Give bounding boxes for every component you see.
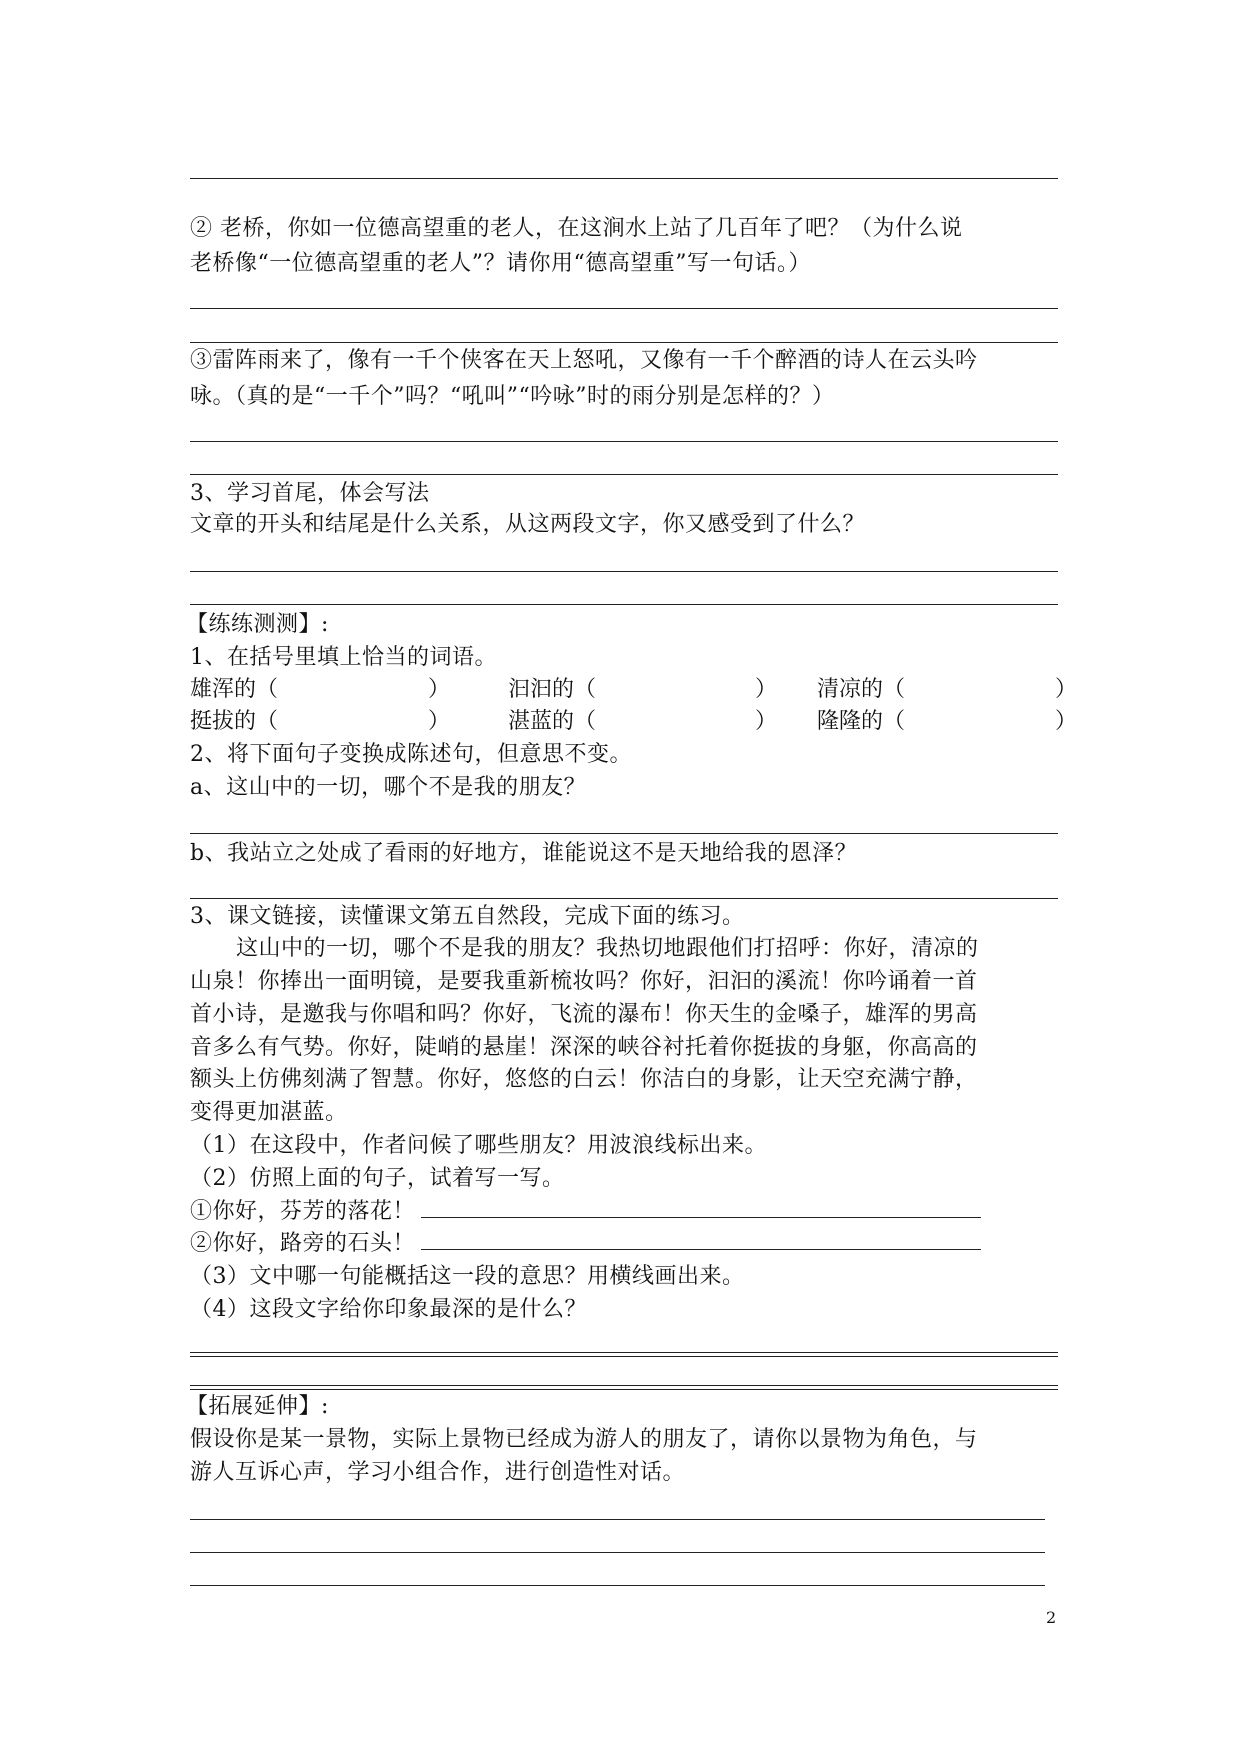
word-blank-2-1: 挺拔的（ (190, 709, 279, 734)
fill-blank (421, 1231, 981, 1250)
extension-heading: 【拓展延伸】: (186, 1394, 329, 1419)
word-blank-2-2: 湛蓝的（ (508, 709, 597, 734)
answer-line (190, 1585, 1045, 1586)
question-2-2-line1: ② 老桥，你如一位德高望重的老人，在这涧水上站了几百年了吧？（为什么说 (190, 216, 963, 241)
passage-line-1: 这山中的一切，哪个不是我的朋友？我热切地跟他们打招呼：你好，清凉的 (236, 936, 979, 961)
question-2-3-line1: ③雷阵雨来了，像有一千个侠客在天上怒吼，又像有一千个醉酒的诗人在云头吟 (190, 348, 978, 373)
answer-line (190, 178, 1058, 179)
answer-line (190, 308, 1058, 309)
answer-line (190, 1385, 1058, 1390)
passage-line-5: 额头上仿佛刻满了智慧。你好，悠悠的白云！你洁白的身影，让天空充满宁静， (190, 1067, 978, 1092)
answer-line (190, 604, 1058, 605)
practice-item-3: 3、课文链接，读懂课文第五自然段，完成下面的练习。 (190, 904, 745, 929)
extension-line-1: 假设你是某一景物，实际上景物已经成为游人的朋友了，请你以景物为角色，与 (190, 1427, 978, 1452)
passage-line-3: 首小诗，是邀我与你唱和吗？你好，飞流的瀑布！你天生的金嗓子，雄浑的男高 (190, 1002, 978, 1027)
practice-heading: 【练练测测】: (186, 612, 329, 637)
close-paren: ） (428, 709, 451, 734)
page-number: 2 (1046, 1608, 1057, 1627)
answer-line (190, 342, 1058, 343)
answer-line (190, 441, 1058, 442)
close-paren: ） (755, 677, 778, 702)
practice-item-1: 1、在括号里填上恰当的词语。 (190, 645, 497, 670)
sub-question-2b: ②你好，路旁的石头！ (190, 1231, 981, 1257)
answer-line (190, 474, 1058, 475)
close-paren: ） (428, 677, 451, 702)
word-blank-2-3: 隆隆的（ (817, 709, 906, 734)
answer-line (190, 1552, 1045, 1553)
passage-line-2: 山泉！你捧出一面明镜，是要我重新梳妆吗？你好，汩汩的溪流！你吟诵着一首 (190, 969, 978, 994)
question-2-3-line2: 咏。（真的是“一千个”吗？“吼叫”“吟咏”时的雨分别是怎样的？） (190, 384, 835, 409)
close-paren: ） (755, 709, 778, 734)
question-2-2-line2: 老桥像“一位德高望重的老人”？请你用“德高望重”写一句话。） (190, 251, 811, 276)
answer-line (190, 833, 1058, 834)
close-paren: ） (1055, 709, 1078, 734)
passage-line-4: 音多么有气势。你好，陡峭的悬崖！深深的峡谷衬托着你挺拔的身躯，你高高的 (190, 1035, 978, 1060)
sub-question-3: （3）文中哪一句能概括这一段的意思？用横线画出来。 (190, 1264, 745, 1289)
passage-line-6: 变得更加湛蓝。 (190, 1100, 348, 1125)
practice-item-2b: b、我站立之处成了看雨的好地方，谁能说这不是天地给我的恩泽？ (190, 841, 858, 866)
extension-line-2: 游人互诉心声，学习小组合作，进行创造性对话。 (190, 1460, 686, 1485)
sub-question-4: （4）这段文字给你印象最深的是什么？ (190, 1297, 587, 1322)
close-paren: ） (1055, 677, 1078, 702)
answer-line (190, 1519, 1045, 1520)
answer-line (190, 898, 1058, 899)
question-3-title: 3、学习首尾，体会写法 (190, 481, 430, 506)
answer-line (190, 571, 1058, 572)
practice-item-2a: a、这山中的一切，哪个不是我的朋友？ (190, 775, 587, 800)
fill-blank (421, 1199, 981, 1218)
sub-question-2: （2）仿照上面的句子，试着写一写。 (190, 1166, 565, 1191)
question-3-text: 文章的开头和结尾是什么关系，从这两段文字，你又感受到了什么？ (190, 512, 866, 537)
word-blank-1-1: 雄浑的（ (190, 677, 279, 702)
practice-item-2: 2、将下面句子变换成陈述句，但意思不变。 (190, 742, 632, 767)
word-blank-1-2: 汩汩的（ (508, 677, 597, 702)
sub-question-2a: ①你好，芬芳的落花！ (190, 1199, 981, 1225)
word-blank-1-3: 清凉的（ (817, 677, 906, 702)
answer-line (190, 1352, 1058, 1357)
sub-question-1: （1）在这段中，作者问候了哪些朋友？用波浪线标出来。 (190, 1133, 767, 1158)
